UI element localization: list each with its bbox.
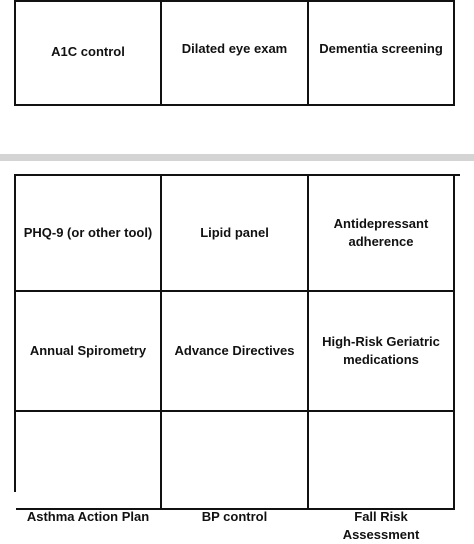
measure-cell-annual-spirometry: Annual Spirometry [16,292,162,412]
bottom-measure-grid [14,174,460,542]
measure-cell-dementia-screening: Dementia screening [309,2,455,106]
measure-cell-dilated-eye-exam: Dilated eye exam [162,2,309,106]
section-divider [0,154,474,161]
measure-cell-antidepressant-adherence: Antidepressant adherence [309,176,455,292]
measure-cell-a1c-control: A1C control [16,2,162,106]
measure-cell-phq9: PHQ-9 (or other tool) [16,176,162,292]
measure-cell-lipid-panel: Lipid panel [162,176,309,292]
measure-cell-advance-directives: Advance Directives [162,292,309,412]
measure-cell-asthma-action-plan: Asthma Action Plan [16,412,162,510]
top-measure-grid [14,0,460,106]
measure-cell-bp-control: BP control [162,412,309,510]
measure-cell-fall-risk-assessment: Fall Risk Assessment [309,412,455,510]
measure-cell-high-risk-geriatric-medications: High-Risk Geriatric medications [309,292,455,412]
